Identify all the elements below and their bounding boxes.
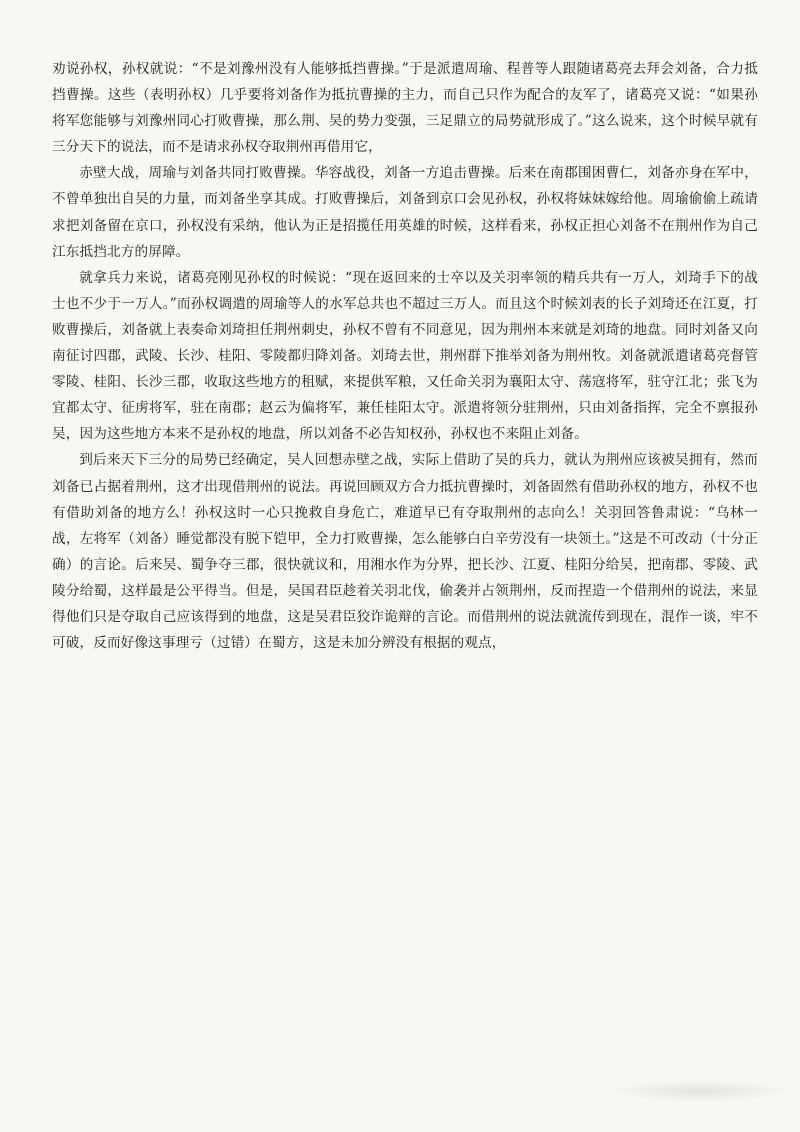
scan-artifact [610, 1080, 790, 1102]
paragraph-4: 到后来天下三分的局势已经确定，吴人回想赤壁之战，实际上借助了吴的兵力，就认为荆州应该被吴拥有，然而刘备已占据着荆州，这才出现借荆州的说法。再说回顾双方合力抵抗曹操时，刘备固然有借助孙权的地方，孙权不也有借助刘备的地方么！孙权这时一心只挽救自身危亡，难道早已有夺取荆州的志向么！关羽回答鲁肃说：“乌林一战，左将军（刘备）睡觉都没有脱下铠甲，全力打败曹操，怎么能够白白辛劳没有一块领土。”这是不可改动（十分正确）的言论。后来吴、蜀争夺三郡，很快就议和，用湘水作为分界，把长沙、江夏、桂阳分给吴，把南郡、零陵、武陵分给蜀，这样最是公平得当。但是，吴国君臣趁着关羽北伐，偷袭并占领荆州，反而捏造一个借荆州的说法，来显得他们只是夺取自己应该得到的地盘，这是吴君臣狡诈诡辩的言论。而借荆州的说法就流传到现在，混作一谈，牢不可破，反而好像这事理亏（过错）在蜀方，这是未加分辨没有根据的观点， [52, 452, 758, 652]
paragraph-3: 就拿兵力来说，诸葛亮刚见孙权的时候说：“现在返回来的士卒以及关羽率领的精兵共有一万人，刘琦手下的战士也不少于一万人。”而孙权调遣的周瑜等人的水军总共也不超过三万人。而且这个时候刘表的长子刘琦还在江夏，打败曹操后，刘备就上表奏命刘琦担任荆州刺史，孙权不曾有不同意见，因为荆州本来就是刘琦的地盘。同时刘备又向南征讨四郡，武陵、长沙、桂阳、零陵都归降刘备。刘琦去世，荆州群下推举刘备为荆州牧。刘备就派遣诸葛亮督管零陵、桂阳、长沙三郡，收取这些地方的租赋，来提供军粮，又任命关羽为襄阳太守、荡寇将军，驻守江北；张飞为宜都太守、征虏将军，驻在南郡；赵云为偏将军，兼任桂阳太守。派遣将领分驻荆州，只由刘备指挥，完全不禀报孙吴，因为这些地方本来不是孙权的地盘，所以刘备不必告知权孙，孙权也不来阻止刘备。 [52, 269, 758, 443]
document-body [52, 56, 758, 656]
paragraph-2: 赤壁大战，周瑜与刘备共同打败曹操。华容战役，刘备一方追击曹操。后来在南郡围困曹仁，刘备亦身在军中，不曾单独出自吴的力量，而刘备坐享其成。打败曹操后，刘备到京口会见孙权，孙权将妹妹嫁给他。周瑜偷偷上疏请求把刘备留在京口，孙权没有采纳，他认为正是招揽任用英雄的时候，这样看来，孙权正担心刘备不在荆州作为自己江东抵挡北方的屏障。 [52, 165, 758, 260]
paragraph-1: 劝说孙权，孙权就说：“不是刘豫州没有人能够抵挡曹操。”于是派遣周瑜、程普等人跟随诸葛亮去拜会刘备，合力抵挡曹操。这些（表明孙权）几乎要将刘备作为抵抗曹操的主力，而自己只作为配合的友军了，诸葛亮又说：“如果孙将军您能够与刘豫州同心打败曹操，那么荆、吴的势力变强，三足鼎立的局势就形成了。”这么说来，这个时候早就有三分天下的说法，而不是请求孙权夺取荆州再借用它， [52, 61, 758, 156]
